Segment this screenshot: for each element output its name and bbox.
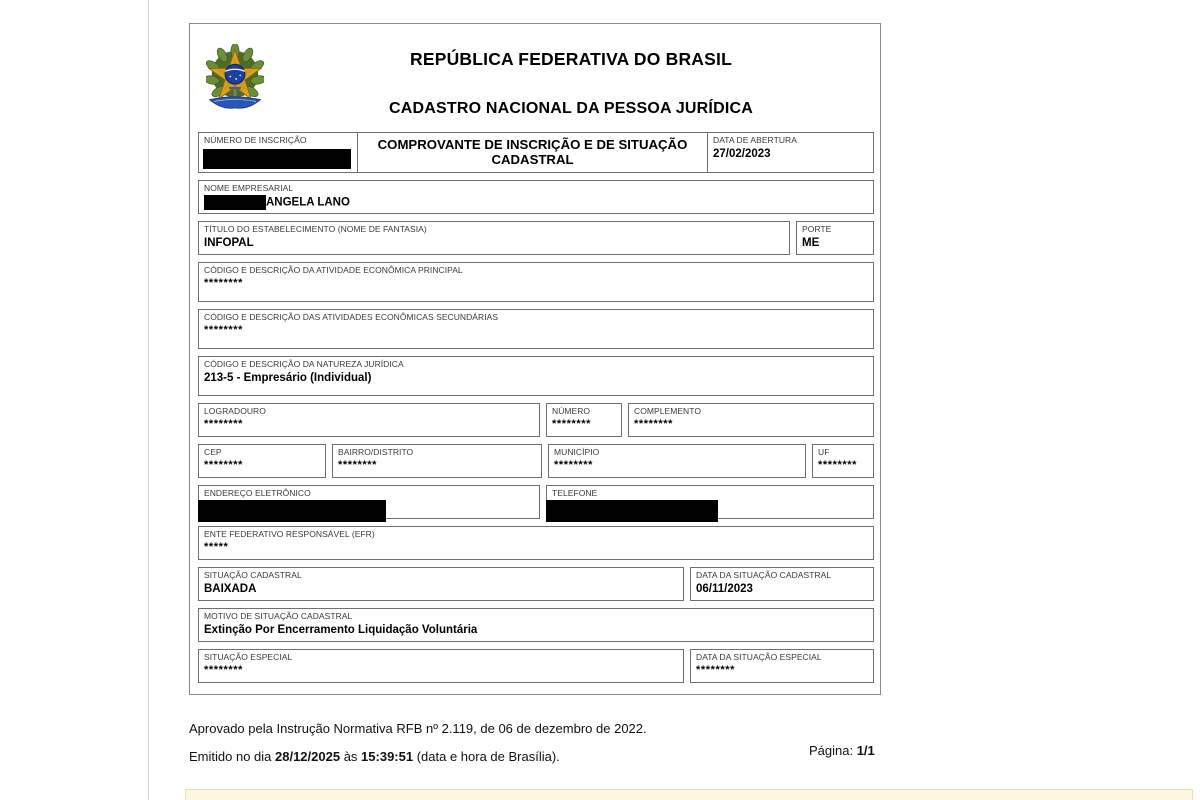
issued-date: 28/12/2025: [275, 749, 341, 764]
email-label: ENDEREÇO ELETRÔNICO: [204, 488, 311, 498]
approval-text: Aprovado pela Instrução Normativa RFB nº 2.119, de 06 de dezembro de 2022.: [189, 721, 647, 736]
inscription-number-label: NÚMERO DE INSCRIÇÃO: [204, 135, 307, 145]
phone-label: TELEFONE: [552, 488, 598, 498]
republic-title: REPÚBLICA FEDERATIVA DO BRASIL: [410, 49, 732, 69]
trade-name-row: [198, 221, 874, 255]
registration-status-label: SITUAÇÃO CADASTRAL: [204, 570, 302, 580]
comprovante-title: COMPROVANTE DE INSCRIÇÃO E DE SITUAÇÃO CADASTRAL: [377, 137, 688, 167]
porte-label: PORTE: [802, 224, 832, 234]
secondary-activities-row: [198, 309, 874, 349]
inscription-number-cell: [199, 133, 357, 172]
phone-field: [546, 485, 874, 519]
complement-field: [628, 403, 874, 437]
issued-line: [189, 743, 889, 771]
legal-nature-label: CÓDIGO E DESCRIÇÃO DA NATUREZA JURÍDICA: [204, 359, 404, 369]
document-page: [149, 0, 1200, 800]
primary-activity-row: [198, 262, 874, 302]
document-titles: [278, 32, 864, 118]
special-status-date-label: DATA DA SITUAÇÃO ESPECIAL: [696, 652, 822, 662]
banner-row: [198, 132, 874, 173]
opening-date-value: 27/02/2023: [713, 148, 771, 160]
inscription-number-redaction: [203, 149, 351, 169]
document-footer: [189, 715, 889, 771]
bottom-notice-strip: [185, 789, 1193, 800]
primary-activity-label: CÓDIGO E DESCRIÇÃO DA ATIVIDADE ECONÔMICA PRINCIPAL: [204, 265, 463, 275]
page-label: Página:: [809, 743, 857, 758]
business-name-value-wrap: [204, 195, 868, 210]
postal-code-value: ********: [204, 459, 244, 471]
issued-time: 15:39:51: [361, 749, 414, 764]
postal-code-label: CEP: [204, 447, 222, 457]
city-value: ********: [554, 459, 594, 471]
federative-entity-field: [198, 526, 874, 560]
registration-status-value: BAIXADA: [204, 583, 257, 595]
certificate-frame: [189, 23, 881, 695]
opening-date-label: DATA DE ABERTURA: [713, 135, 797, 145]
street-number-value: ********: [552, 418, 592, 430]
street-value: ********: [204, 418, 244, 430]
email-field: [198, 485, 540, 519]
street-number-field: [546, 403, 622, 437]
business-name-row: [198, 180, 874, 214]
page-indicator: [809, 743, 875, 758]
business-name-field: [198, 180, 874, 214]
contact-row: [198, 485, 874, 519]
federative-entity-row: [198, 526, 874, 560]
registration-status-row: [198, 567, 874, 601]
status-reason-field: [198, 608, 874, 642]
special-status-date-field: [690, 649, 874, 683]
opening-date-cell: [707, 133, 873, 172]
special-status-label: SITUAÇÃO ESPECIAL: [204, 652, 293, 662]
complement-value: ********: [634, 418, 674, 430]
trade-name-value: INFOPAL: [204, 237, 254, 249]
registration-status-date-value: 06/11/2023: [696, 583, 753, 595]
state-field: [812, 444, 874, 478]
state-label: UF: [818, 447, 830, 457]
state-value: ********: [818, 459, 858, 471]
city-field: [548, 444, 806, 478]
primary-activity-value: ********: [204, 277, 244, 289]
issued-prefix: Emitido no dia: [189, 749, 275, 764]
registration-status-date-label: DATA DA SITUAÇÃO CADASTRAL: [696, 570, 832, 580]
legal-nature-value: 213-5 - Empresário (Individual): [204, 372, 372, 384]
legal-nature-field: [198, 356, 874, 396]
special-status-date-value: ********: [696, 664, 736, 676]
locality-row: [198, 444, 874, 478]
phone-redaction: [546, 500, 718, 522]
trade-name-field: [198, 221, 790, 255]
street-field: [198, 403, 540, 437]
special-status-row: [198, 649, 874, 683]
status-reason-row: [198, 608, 874, 642]
issued-middle: às: [340, 749, 362, 764]
business-name-redaction: [204, 195, 266, 210]
district-label: BAIRRO/DISTRITO: [338, 447, 414, 457]
special-status-value: ********: [204, 664, 244, 676]
city-label: MUNICÍPIO: [554, 447, 600, 457]
email-redaction: [198, 500, 386, 522]
status-reason-label: MOTIVO DE SITUAÇÃO CADASTRAL: [204, 611, 353, 621]
federative-entity-label: ENTE FEDERATIVO RESPONSÁVEL (EFR): [204, 529, 375, 539]
street-label: LOGRADOURO: [204, 406, 266, 416]
brazil-coat-of-arms-icon: [206, 44, 264, 116]
cnpj-title: CADASTRO NACIONAL DA PESSOA JURÍDICA: [389, 100, 753, 117]
secondary-activities-field: [198, 309, 874, 349]
federative-entity-value: *****: [204, 541, 229, 553]
registration-status-field: [198, 567, 684, 601]
legal-nature-row: [198, 356, 874, 396]
district-field: [332, 444, 542, 478]
special-status-field: [198, 649, 684, 683]
page-value: 1/1: [856, 743, 875, 758]
business-name-label: NOME EMPRESARIAL: [204, 183, 294, 193]
postal-code-field: [198, 444, 326, 478]
trade-name-label: TÍTULO DO ESTABELECIMENTO (NOME DE FANTASIA): [204, 224, 427, 234]
porte-field: [796, 221, 874, 255]
main-title-cell: [357, 133, 707, 172]
porte-value: ME: [802, 237, 820, 249]
registration-status-date-field: [690, 567, 874, 601]
secondary-activities-value: ********: [204, 324, 244, 336]
issued-suffix: (data e hora de Brasília).: [413, 749, 560, 764]
district-value: ********: [338, 459, 378, 471]
secondary-activities-label: CÓDIGO E DESCRIÇÃO DAS ATIVIDADES ECONÔMICAS SECUNDÁRIAS: [204, 312, 499, 322]
status-reason-value: Extinção Por Encerramento Liquidação Voluntária: [204, 624, 478, 636]
street-number-label: NÚMERO: [552, 406, 591, 416]
business-name-value: ANGELA LANO: [266, 196, 350, 209]
masthead: [198, 32, 874, 132]
primary-activity-field: [198, 262, 874, 302]
street-row: [198, 403, 874, 437]
complement-label: COMPLEMENTO: [634, 406, 701, 416]
